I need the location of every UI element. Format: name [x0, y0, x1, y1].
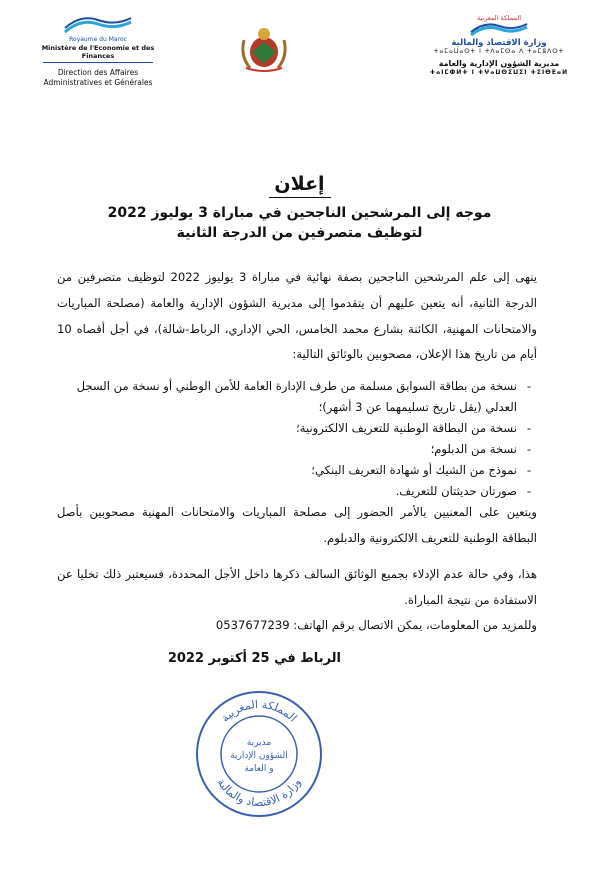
- coat-of-arms-icon: [238, 22, 290, 72]
- subtitle-line1: موجه إلى المرشحين الناجحين في مباراة 3 يوليوز 2022: [107, 205, 492, 221]
- header-right-block: [419, 14, 579, 76]
- list-item: - نموذج من الشيك أو شهادة التعريف البنكي؛: [61, 460, 531, 481]
- stamp-inner-line1: مديرية: [246, 738, 272, 748]
- contact-line: وللمزيد من المعلومات، يمكن الاتصال برقم الهاتف: 0537677239: [215, 618, 537, 632]
- ministry-logo-icon: [63, 14, 133, 36]
- department-fr-line2: Administratives et Générales: [43, 78, 153, 87]
- department-ar: مديرية الشؤون الإدارية والعامة: [438, 59, 560, 68]
- header-divider: [43, 62, 153, 63]
- ministry-logo-icon: [469, 22, 529, 38]
- date-line: الرباط في 25 أكتوبر 2022: [167, 651, 341, 666]
- ministry-ar: وزارة الاقتصاد والمالية: [451, 38, 547, 48]
- announcement-title: إعلان: [274, 173, 325, 195]
- warning-paragraph: هذا، وفي حالة عدم الإدلاء بجميع الوثائق السالف ذكرها داخل الأجل المحددة، فسيعتبر ذلك تخليا عن الاستفادة من نتيجة المباراة.: [57, 567, 537, 607]
- header-left-block: [28, 14, 168, 88]
- subtitle-line2: لتوظيف متصرفين من الدرجة الثانية: [176, 225, 423, 241]
- stamp-inner-line3: و العامة: [244, 764, 274, 774]
- department-fr-line1: Direction des Affaires: [57, 68, 139, 77]
- title-underline: [269, 197, 331, 198]
- list-item: - نسخة من البطاقة الوطنية للتعريف الالكترونية؛: [61, 418, 531, 439]
- stamp-inner-line2: الشؤون الإدارية: [230, 751, 288, 761]
- list-item: - نسخة من الدبلوم؛: [61, 439, 531, 460]
- stamp-outer-bottom: وزارة الاقتصاد والمالية: [214, 776, 304, 810]
- official-stamp-icon: [193, 688, 325, 820]
- kingdom-ar: المملكة المغربية: [476, 14, 522, 22]
- ministry-fr: Ministère de l'Economie et des Finances: [41, 44, 155, 60]
- kingdom-fr: Royaume du Maroc: [69, 36, 127, 43]
- stamp-outer-top: المملكة المغربية: [218, 697, 300, 725]
- list-item: - نسخة من بطاقة السوابق مسلمة من طرف الإدارة العامة للأمن الوطني أو نسخة من السجل العدلي (يقل تاريخ تسليمهما عن 3 أشهر)؛: [61, 376, 531, 418]
- documents-list: [61, 376, 531, 502]
- department-tifinagh: ⵜⴰⵏⵎⵀⵍⵜ ⵏ ⵜⵖⴰⵡⵙⵉⵡⵉⵏ ⵜⵉⵏⴱⴹⴰⵍ: [429, 69, 569, 76]
- svg-text:المملكة المغربية: [219, 698, 300, 725]
- intro-paragraph: ينهى إلى علم المرشحين الناجحين بصفة نهائية في مباراة 3 يوليوز 2022 لتوظيف متصرفين من الدرجة الثانية، أنه يتعين عليهم أن يتقدموا إلى مديرية الشؤون الإدارية والعامة (مصلحة المباريات والامتحانات المهنية، الكائنة بشارع محمد الخامس، الحي الإداري، الرباط-شالة)، في أجل أقصاه 10 أيام من تاريخ هذا الإعلان، مصحوبين بالوثائق التالية:: [57, 270, 537, 362]
- attendance-paragraph: ويتعين على المعنيين بالأمر الحضور إلى مصلحة المباريات والامتحانات المهنية مصحوبين بأصل البطاقة الوطنية للتعريف الالكترونية والدبلوم.: [57, 505, 537, 545]
- list-item: - صورتان حديثتان للتعريف.: [61, 481, 531, 502]
- ministry-tifinagh: ⵜⴰⵎⴰⵡⴰⵙⵜ ⵏ ⵜⴷⴰⵎⵙⴰ ⴷ ⵜⴰⵎⵓⴷⵔⵜ: [433, 48, 565, 55]
